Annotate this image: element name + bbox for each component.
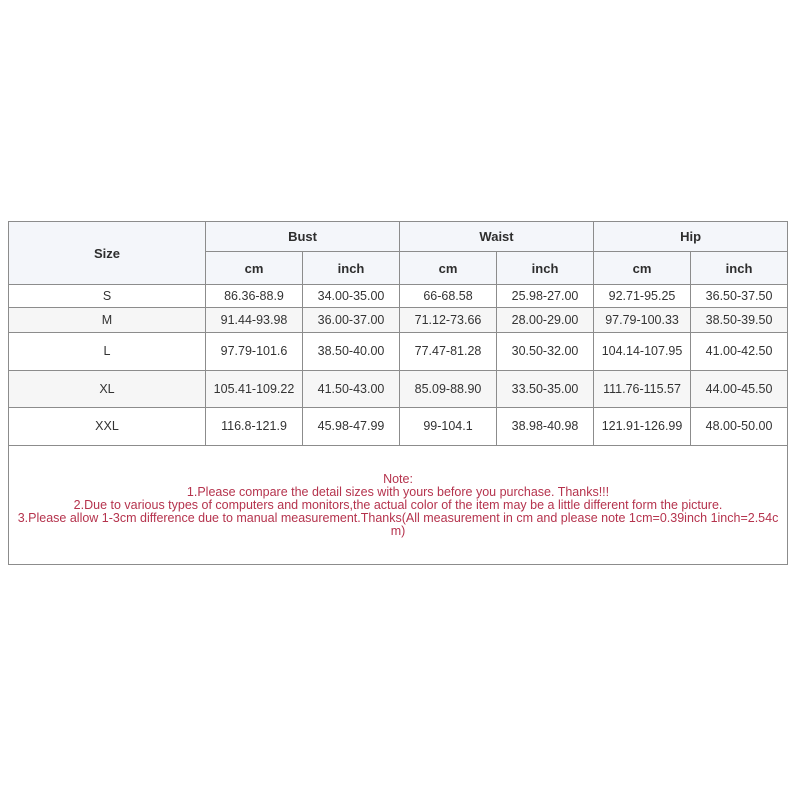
- note-line-2: 2.Due to various types of computers and monitors,the actual color of the item may be a little different form the picture.: [73, 497, 723, 512]
- size-cell: S: [9, 285, 206, 308]
- waist-cm-cell: 85.09-88.90: [400, 371, 497, 408]
- header-size: Size: [9, 222, 206, 285]
- hip-cm-cell: 97.79-100.33: [594, 308, 691, 333]
- waist-inch-cell: 28.00-29.00: [497, 308, 594, 333]
- table-row: [9, 333, 788, 371]
- header-hip: Hip: [594, 222, 788, 252]
- table-row: [9, 408, 788, 446]
- size-chart: [8, 221, 786, 565]
- bust-inch-cell: 45.98-47.99: [303, 408, 400, 446]
- table-row: [9, 371, 788, 408]
- bust-cm-cell: 91.44-93.98: [206, 308, 303, 333]
- header-row-groups: [9, 222, 788, 252]
- bust-cm-cell: 105.41-109.22: [206, 371, 303, 408]
- bust-inch-cell: 36.00-37.00: [303, 308, 400, 333]
- notes-row: [9, 446, 788, 565]
- note-line-1: 1.Please compare the detail sizes with yours before you purchase. Thanks!!!: [186, 484, 610, 499]
- size-cell: XL: [9, 371, 206, 408]
- hip-inch-cell: 44.00-45.50: [691, 371, 788, 408]
- hip-cm-cell: 111.76-115.57: [594, 371, 691, 408]
- bust-inch-cell: 34.00-35.00: [303, 285, 400, 308]
- header-bust: Bust: [206, 222, 400, 252]
- header-bust-inch: inch: [303, 252, 400, 285]
- hip-cm-cell: 121.91-126.99: [594, 408, 691, 446]
- size-cell: L: [9, 333, 206, 371]
- header-hip-inch: inch: [691, 252, 788, 285]
- waist-inch-cell: 30.50-32.00: [497, 333, 594, 371]
- bust-cm-cell: 86.36-88.9: [206, 285, 303, 308]
- table-row: [9, 285, 788, 308]
- hip-inch-cell: 36.50-37.50: [691, 285, 788, 308]
- waist-cm-cell: 66-68.58: [400, 285, 497, 308]
- header-bust-cm: cm: [206, 252, 303, 285]
- hip-inch-cell: 38.50-39.50: [691, 308, 788, 333]
- waist-cm-cell: 77.47-81.28: [400, 333, 497, 371]
- bust-inch-cell: 41.50-43.00: [303, 371, 400, 408]
- waist-cm-cell: 71.12-73.66: [400, 308, 497, 333]
- header-waist-inch: inch: [497, 252, 594, 285]
- table-row: [9, 308, 788, 333]
- note-line-3: 3.Please allow 1-3cm difference due to manual measurement.Thanks(All measurement in cm and please note 1cm=0.39inch 1inch=2.54cm): [17, 510, 779, 538]
- note-title: Note:: [383, 471, 413, 486]
- waist-inch-cell: 25.98-27.00: [497, 285, 594, 308]
- bust-inch-cell: 38.50-40.00: [303, 333, 400, 371]
- header-hip-cm: cm: [594, 252, 691, 285]
- header-waist: Waist: [400, 222, 594, 252]
- header-waist-cm: cm: [400, 252, 497, 285]
- bust-cm-cell: 116.8-121.9: [206, 408, 303, 446]
- size-cell: XXL: [9, 408, 206, 446]
- hip-inch-cell: 48.00-50.00: [691, 408, 788, 446]
- waist-cm-cell: 99-104.1: [400, 408, 497, 446]
- size-table: [8, 221, 788, 565]
- hip-inch-cell: 41.00-42.50: [691, 333, 788, 371]
- notes-section: [9, 446, 788, 565]
- waist-inch-cell: 38.98-40.98: [497, 408, 594, 446]
- hip-cm-cell: 104.14-107.95: [594, 333, 691, 371]
- waist-inch-cell: 33.50-35.00: [497, 371, 594, 408]
- bust-cm-cell: 97.79-101.6: [206, 333, 303, 371]
- size-cell: M: [9, 308, 206, 333]
- hip-cm-cell: 92.71-95.25: [594, 285, 691, 308]
